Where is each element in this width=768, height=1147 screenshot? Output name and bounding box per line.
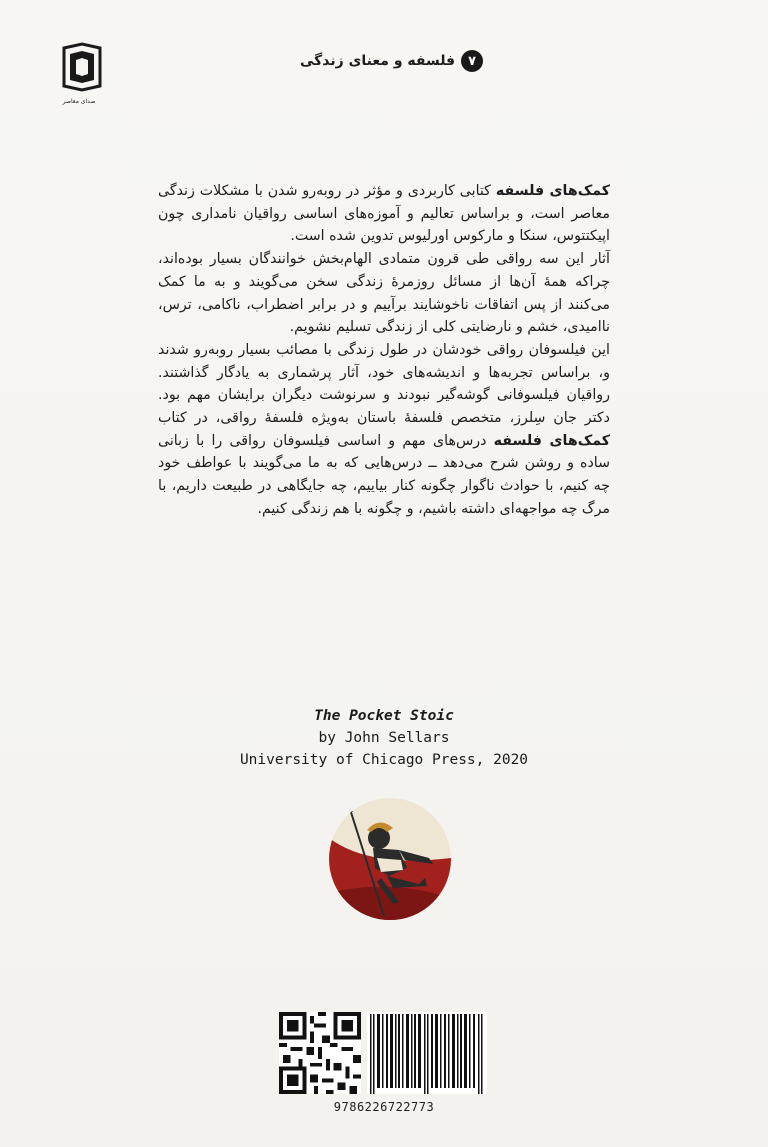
blurb-paragraph-3-text-b: درس‌های مهم و اساسی فیلسوفان رواقی را با زبانی ساده و روشن شرح می‌دهد ــ درس‌هایی که به ما می‌گویند با عواطف خود چه کنیم، با حوادث ناگوار چگونه کنار بیاییم، چه جایگاهی در طبیعت داریم، با مرگ چه مواجهه‌ای داشته باشیم، و چگونه با هم زندگی کنیم. xyxy=(158,432,610,517)
isbn-barcode-icon xyxy=(367,1012,487,1094)
barcode-area xyxy=(279,1012,489,1130)
publisher-logo-icon xyxy=(60,42,104,102)
book-title-fa-inline: کمک‌های فلسفه xyxy=(493,432,611,449)
series-title: فلسفه و معنای زندگی xyxy=(300,53,456,69)
blurb-paragraph-1-text: کتابی کاربردی و مؤثر در روبه‌رو شدن با مشکلات زندگی معاصر است، و براساس تعالیم و آموزه‌های اساسی رواقیان نامداری چون اپیکتتوس، سنکا و مارکوس اورلیوس تدوین شده است. xyxy=(158,183,610,245)
original-publisher: University of Chicago Press, 2020 xyxy=(239,752,529,768)
blurb-paragraph-3 xyxy=(158,339,610,521)
original-author: by John Sellars xyxy=(318,730,450,746)
blurb-paragraph-1 xyxy=(158,180,610,248)
isbn-number: 9786226722773 xyxy=(333,1100,435,1114)
book-title-fa: کمک‌های فلسفه xyxy=(495,183,610,199)
original-title: The Pocket Stoic xyxy=(314,708,454,724)
qr-code-icon xyxy=(279,1012,361,1094)
blurb-text xyxy=(158,180,610,521)
series-number: ۷ xyxy=(461,50,483,72)
original-edition xyxy=(200,705,568,771)
stoic-warrior-illustration xyxy=(329,798,451,920)
publisher-caption: صدای معاصر xyxy=(62,98,96,105)
blurb-paragraph-2: آثار این سه رواقی طی قرون متمادی الهام‌بخش خوانندگان بسیار بوده‌اند، چراکه همهٔ آن‌ها از مسائل روزمرهٔ زندگی سخن می‌گویند و به ما کمک می‌کنند از پس اتفاقات ناخوشایند برآییم و در برابر اضطراب، ناکامی، ترس، ناامیدی، خشم و نارضایتی کلی از زندگی تسلیم نشویم. xyxy=(158,251,610,336)
blurb-paragraph-3-text-a: این فیلسوفان رواقی خودشان در طول زندگی با مصائب بسیار روبه‌رو شدند و، براساس تجربه‌ها و اندیشه‌های خود، آثار پرشماری به یادگار گذاشتند. رواقیان فیلسوفانی گوشه‌گیر نبودند و سرنوشت دیگران برایشان مهم بود. دکتر جان سِلرز، متخصص فلسفهٔ باستان به‌ویژه فلسفهٔ رواقی، در کتاب xyxy=(158,341,610,427)
series-header xyxy=(300,48,490,74)
